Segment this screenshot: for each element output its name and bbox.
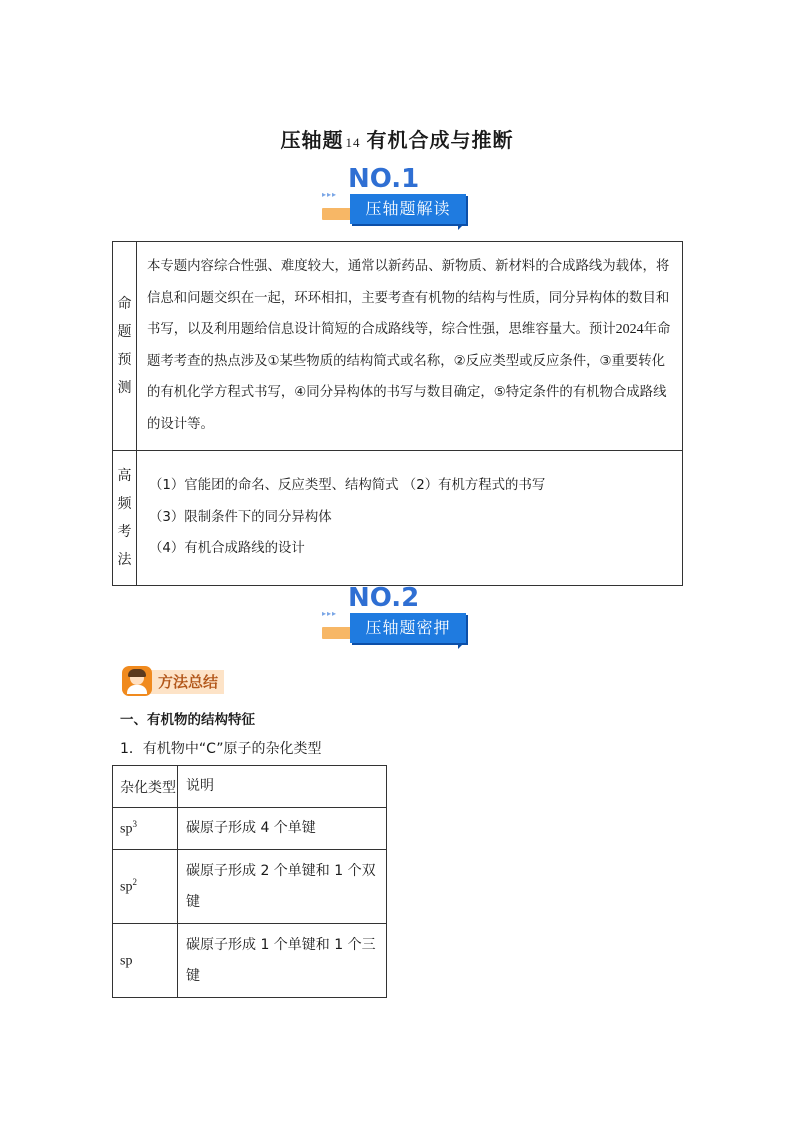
hybridization-table — [112, 765, 387, 998]
list-item: （3）限制条件下的同分异构体 — [149, 509, 332, 525]
subsection-heading: 1．有机物中“C”原子的杂化类型 — [120, 741, 322, 757]
badge-label: 压轴题解读 — [365, 199, 451, 218]
section-heading: 一、有机物的结构特征 — [120, 712, 255, 728]
list-item: （1）官能团的命名、反应类型、结构简式 （2）有机方程式的书写 — [149, 478, 546, 494]
section-badge-1 — [322, 164, 472, 230]
badge-box — [350, 613, 466, 643]
badge-number: NO.1 — [348, 164, 420, 194]
side-label-prediction: 命 题 预 测 — [113, 242, 137, 451]
prediction-text: 本专题内容综合性强、难度较大，通常以新药品、新物质、新材料的合成路线为载体，将信息和问题交织在一起，环环相扣，主要考查有机物的结构与性质，同分异构体的数目和书写，以及利用题给信息设计简短的合成路线等，综合性强，思维容量大。预计2024年命题考考查的热点涉及①某些物质的结构简式或名称，②反应类型或反应条件，③重要转化的有机化学方程式书写，④同分异构体的书写与数目确定，⑤特定条件的有机物合成路线的设计等。 — [137, 242, 683, 451]
page-title — [0, 124, 794, 153]
method-summary-tag — [122, 666, 232, 696]
badge-box — [350, 194, 466, 224]
title-main: 压轴题 — [280, 128, 344, 152]
frequent-methods-list — [137, 450, 683, 585]
badge-label: 压轴题密押 — [365, 618, 451, 637]
method-label: 方法总结 — [150, 670, 224, 694]
section-badge-2 — [322, 583, 472, 649]
badge-corner — [458, 224, 464, 230]
arrows-icon: ▸▸▸ — [322, 190, 338, 199]
list-item: （4）有机合成路线的设计 — [149, 541, 305, 557]
title-number: 14 — [345, 135, 361, 150]
teacher-icon — [122, 666, 152, 696]
column-header: 说明 — [178, 766, 387, 808]
badge-number: NO.2 — [348, 583, 420, 613]
table-row: $sp^3$ 碳原子形成 4 个单键 — [113, 808, 387, 850]
table-row: $sp^2$ 碳原子形成 2 个单键和 1 个双键 — [113, 850, 387, 924]
table-row: sp 碳原子形成 1 个单键和 1 个三键 — [113, 924, 387, 998]
title-sub: 有机合成与推断 — [366, 128, 514, 152]
column-header: 杂化类型 — [113, 766, 178, 808]
badge-corner — [458, 643, 464, 649]
overview-table — [112, 241, 683, 586]
side-label-frequent: 高 频 考 法 — [113, 450, 137, 585]
arrows-icon: ▸▸▸ — [322, 609, 338, 618]
